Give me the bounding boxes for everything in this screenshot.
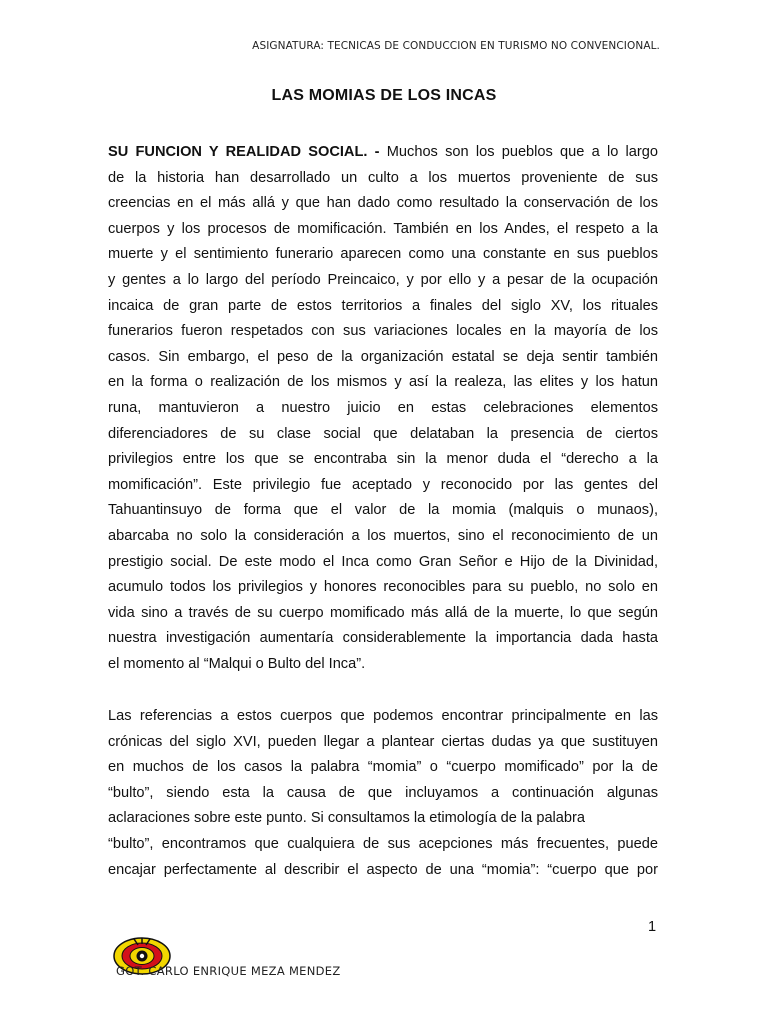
paragraph-line: y gentes a lo largo del período Preincaico, y por ello y a pesar de la ocupación: [108, 271, 658, 288]
paragraph-line: cuerpos y los procesos de momificación. También en los Andes, el respeto a la: [108, 220, 658, 237]
paragraph-line: runa, mantuvieron a nuestro juicio en estas celebraciones elementos: [108, 399, 658, 416]
paragraph-line: momificación”. Este privilegio fue aceptado y reconocido por las gentes del: [108, 476, 658, 493]
paragraph-line: en muchos de los casos la palabra “momia” o “cuerpo momificado” por la de: [108, 759, 658, 776]
paragraph-line: aclaraciones sobre este punto. Si consultamos la etimología de la palabra: [108, 810, 586, 827]
paragraph-line: diferenciadores de su clase social que delataban la presencia de ciertos: [108, 425, 658, 442]
paragraph-line: creencias en el más allá y que han dado como resultado la conservación de los: [108, 195, 658, 212]
paragraph-line: acumulo todos los privilegios y honores reconocibles para su pueblo, no solo en: [108, 579, 658, 596]
paragraph-line: casos. Sin embargo, el peso de la organización estatal se deja sentir también: [108, 348, 658, 365]
section-lead-heading: SU FUNCION Y REALIDAD SOCIAL. -: [108, 144, 380, 160]
paragraph-line: vida sino a través de su cuerpo momificado más allá de la muerte, lo que según: [108, 604, 658, 621]
paragraph-line: privilegios entre los que se encontraba sin la menor duda el “derecho a la: [108, 451, 658, 468]
paragraph-bulto-references: [108, 704, 658, 883]
paragraph-function-social-reality: [108, 140, 658, 677]
document-title: LAS MOMIAS DE LOS INCAS: [271, 87, 497, 104]
paragraph-line: el momento al “Malqui o Bulto del Inca”.: [108, 655, 366, 672]
paragraph-line: prestigio social. De este modo el Inca como Gran Señor e Hijo de la Divinidad,: [108, 553, 658, 570]
paragraph-line: abarcaba no solo la consideración a los muertos, sino el reconocimiento de un: [108, 527, 658, 544]
paragraph-line: Las referencias a estos cuerpos que podemos encontrar principalmente en las: [108, 708, 658, 724]
paragraph-line: Tahuantinsuyo de forma que el valor de la momia (malquis o munaos),: [108, 502, 658, 519]
paragraph-line: “bulto”, siendo esta la causa de que incluyamos a continuación algunas: [108, 784, 658, 801]
paragraph-line: muerte y el sentimiento funerario aparecen como una constante en sus pueblos: [108, 246, 658, 263]
paragraph-line: de la historia han desarrollado un culto a los muertos proveniente de sus: [108, 169, 658, 186]
paragraph-line: nuestra investigación aumentaría considerablemente la importancia dada hasta: [108, 630, 658, 647]
paragraph-line: “bulto”, encontramos que cualquiera de sus acepciones más frecuentes, puede: [108, 835, 658, 852]
paragraph-line: crónicas del siglo XVI, pueden llegar a plantear ciertas dudas ya que sustituyen: [108, 733, 658, 750]
line-text: Muchos son los pueblos que a lo largo: [379, 144, 658, 160]
logo-center-dot: [140, 954, 144, 958]
author-footer: GOT. CARLO ENRIQUE MEZA MENDEZ: [116, 964, 341, 978]
page-header: ASIGNATURA: TECNICAS DE CONDUCCION EN TURISMO NO CONVENCIONAL.: [252, 40, 660, 52]
paragraph-line: incaica de gran parte de estos territorios a finales del siglo XV, los rituales: [108, 297, 658, 314]
paragraph-line: funerarios fueron respetados con sus variaciones locales en la mayoría de los: [108, 323, 658, 340]
page-number: 1: [648, 919, 657, 935]
paragraph-line: encajar perfectamente al describir el aspecto de una “momia”: “cuerpo que por: [108, 861, 658, 878]
paragraph-line: [108, 140, 658, 166]
paragraph-line: en la forma o realización de los mismos y así la realeza, las elites y los hatun: [108, 374, 658, 391]
